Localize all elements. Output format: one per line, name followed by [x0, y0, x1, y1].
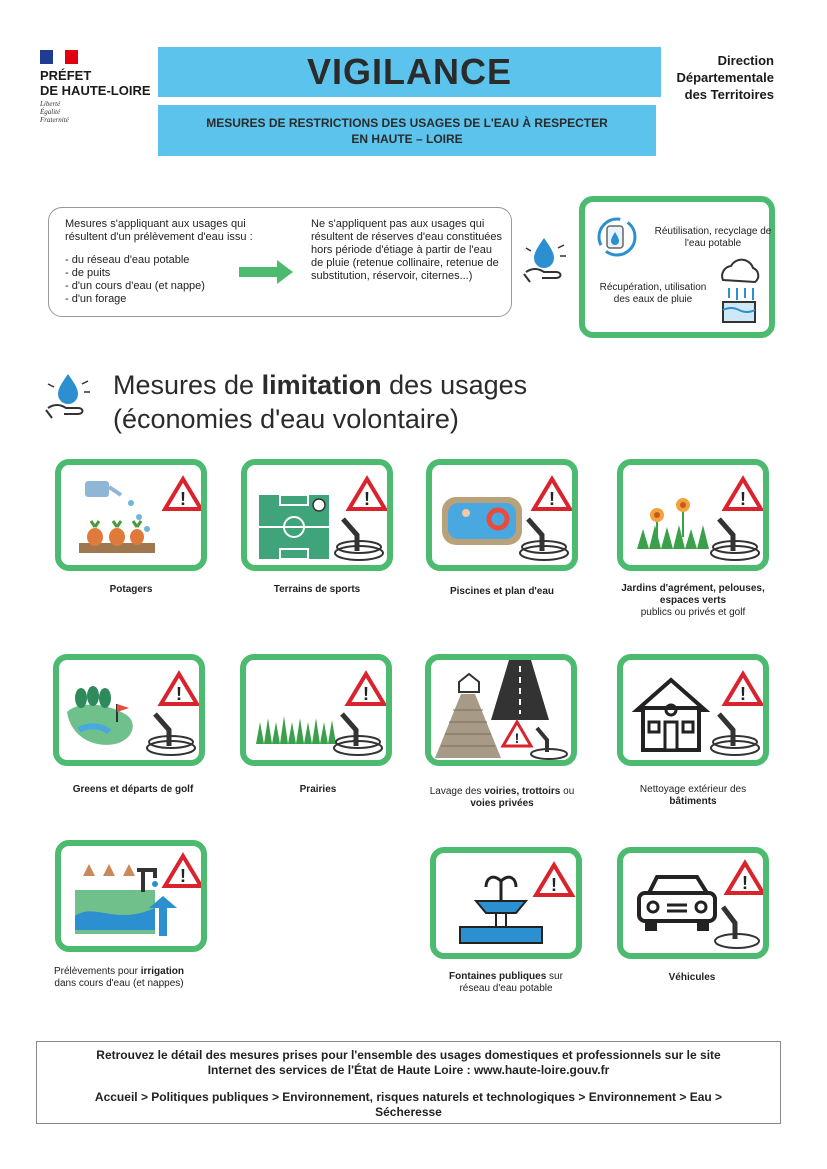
caption-jardins: Jardins d'agrément, pelouses, espaces verts publics ou privés et golf — [621, 583, 765, 618]
warning-icon — [165, 856, 201, 886]
warning-icon — [725, 674, 761, 704]
caption-batiments: Nettoyage extérieur des bâtiments — [639, 784, 747, 807]
svg-text:!: ! — [742, 873, 748, 893]
warning-icon — [534, 479, 570, 509]
warning-icon — [165, 479, 201, 509]
hose-icon — [711, 519, 759, 560]
warning-icon — [348, 674, 384, 704]
hose-icon — [711, 714, 759, 755]
scope-info-box — [48, 207, 512, 317]
caption-greens-golf: Greens et départs de golf — [72, 784, 194, 795]
tile-batiments — [617, 654, 769, 766]
tile-irrigation — [55, 840, 207, 952]
vigilance-banner — [158, 47, 661, 97]
hose-icon — [147, 714, 195, 755]
warning-icon — [725, 479, 761, 509]
hose-icon — [715, 907, 759, 948]
svg-text:!: ! — [180, 489, 186, 509]
svg-text:!: ! — [740, 684, 746, 704]
golf-green-icon — [59, 660, 199, 760]
svg-text:!: ! — [180, 866, 186, 886]
caption-prairies: Prairies — [299, 784, 337, 795]
svg-text:!: ! — [364, 489, 370, 509]
svg-text:!: ! — [551, 875, 557, 895]
tile-prairies — [240, 654, 392, 766]
svg-text:!: ! — [363, 684, 369, 704]
rain-tank-icon — [713, 258, 765, 328]
not-applies-text: Ne s'appliquent pas aux usages qui résultent de réserves d'eau constituées hors période d'étiage à partir de l'eau de pluie (retenue collinaire, retenue de substitution, réservoir, citernes...) — [311, 218, 503, 282]
caption-voiries: Lavage des voiries, trottoirs ou voies privées — [429, 786, 575, 809]
hose-icon — [334, 714, 382, 755]
svg-text:!: ! — [549, 489, 555, 509]
caption-irrigation: Prélèvements pour irrigation dans cours d'eau (et nappes) — [53, 966, 185, 989]
warning-icon — [536, 865, 572, 895]
hose-icon — [531, 728, 567, 759]
tile-jardins — [617, 459, 769, 571]
subtitle-banner: MESURES DE RESTRICTIONS DES USAGES DE L'EAU À RESPECTER EN HAUTE – LOIRE — [158, 105, 656, 156]
irrigation-pump-icon — [61, 846, 201, 946]
garden-flowers-icon — [623, 465, 763, 565]
republic-motto: Liberté Égalité Fraternité — [40, 100, 69, 124]
caption-potagers: Potagers — [109, 584, 153, 595]
tile-fontaines — [430, 847, 582, 959]
car-icon — [623, 853, 763, 953]
footer-info-box: Retrouvez le détail des mesures prises pour l'ensemble des usages domestiques et professionnels sur le site Internet des services de l'État de Haute Loire : www.haute-loire.gouv.fr Accueil > Politiques publiques > Environnement, risques naturels et technologiques > Environnement > Eau > Sécheresse — [36, 1041, 781, 1124]
applies-text: Mesures s'appliquant aux usages qui résultent d'un prélèvement d'eau issu : - du réseau d'eau potable - de puits - d'un cours d'eau (et nappe) - d'un forage — [65, 218, 253, 305]
reuse-label: Réutilisation, recyclage de l'eau potable — [654, 226, 772, 249]
caption-fontaines: Fontaines publiques sur réseau d'eau potable — [449, 971, 563, 994]
warning-icon — [503, 722, 531, 746]
caption-vehicules: Véhicules — [668, 972, 716, 983]
swimming-pool-icon — [432, 465, 572, 565]
caption-terrains-sports: Terrains de sports — [273, 584, 361, 595]
water-hand-icon — [522, 236, 568, 284]
water-hand-icon — [44, 372, 92, 420]
reuse-box — [579, 196, 775, 338]
direction-label: Direction Départementale des Territoires — [676, 53, 774, 102]
tile-voiries — [425, 654, 577, 766]
svg-text:!: ! — [176, 684, 182, 704]
tile-vehicules — [617, 847, 769, 959]
warning-icon — [727, 863, 763, 893]
meadow-grass-icon — [246, 660, 386, 760]
rain-label: Récupération, utilisation des eaux de pluie — [599, 282, 707, 305]
prefet-logo-text: PRÉFET DE HAUTE-LOIRE — [40, 68, 151, 98]
svg-text:!: ! — [740, 489, 746, 509]
sports-field-icon — [247, 465, 387, 565]
svg-text:!: ! — [514, 730, 520, 746]
tile-potagers — [55, 459, 207, 571]
section-title: Mesures de limitation des usages (économies d'eau volontaire) — [113, 370, 528, 434]
hose-icon — [335, 519, 383, 560]
tile-terrains-sports — [241, 459, 393, 571]
warning-icon — [161, 674, 197, 704]
tile-piscines — [426, 459, 578, 571]
house-icon — [623, 660, 763, 760]
page-title: VIGILANCE — [306, 51, 512, 92]
caption-piscines: Piscines et plan d'eau — [449, 586, 555, 597]
recycle-water-icon — [593, 214, 641, 260]
roads-sidewalks-icon — [431, 660, 571, 760]
fountain-icon — [436, 853, 576, 953]
vegetable-garden-icon — [61, 465, 201, 565]
hose-icon — [520, 519, 568, 560]
warning-icon — [349, 479, 385, 509]
marianne-flag-logo — [40, 50, 78, 64]
tile-greens-golf — [53, 654, 205, 766]
arrow-right-icon — [239, 260, 293, 284]
